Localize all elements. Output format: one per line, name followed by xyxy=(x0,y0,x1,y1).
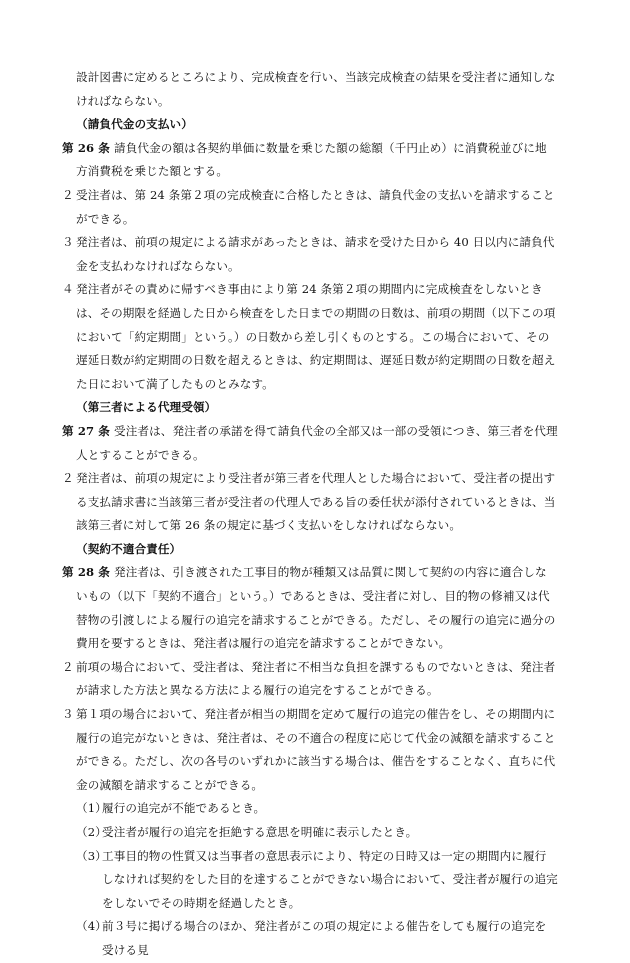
clause-text: 発注者は、前項の規定による請求があったときは、請求を受けた日から 40 日以内に請負代金を支払わなければならない。 xyxy=(76,235,555,273)
clause-number: ２ xyxy=(62,659,74,674)
article-26-clause-4 xyxy=(62,278,558,396)
article-28 xyxy=(62,561,558,655)
article-27 xyxy=(62,420,558,467)
article-number: 第 26 条 xyxy=(62,140,110,155)
list-item xyxy=(62,797,558,821)
clause-text: 発注者は、前項の規定により受注者が第三者を代理人とした場合において、受注者の提出する支払請求書に当該第三者が受注者の代理人である旨の委任状が添付されているときは、当該第三者に対して第 26 条の規定に基づく支払いをしなければならない。 xyxy=(76,471,556,533)
section-heading-payment: （請負代金の支払い） xyxy=(76,117,193,132)
item-text: 受注者が履行の追完を拒絶する意思を明確に表示したとき。 xyxy=(102,825,418,839)
article-27-clause-2 xyxy=(62,467,558,538)
clause-text: 受注者は、第 24 条第２項の完成検査に合格したときは、請負代金の支払いを請求することができる。 xyxy=(76,187,555,226)
item-number: （4） xyxy=(76,919,107,934)
paragraph-continuation xyxy=(62,66,558,113)
section-heading-nonconformity: （契約不適合責任） xyxy=(76,541,182,556)
article-text: 受注者は、発注者の承諾を得て請負代金の全部又は一部の受領につき、第三者を代理人とすることができる。 xyxy=(76,423,558,462)
clause-text: 前項の場合において、受注者は、発注者に不相当な負担を課するものでないときは、発注者が請求した方法と異なる方法による履行の追完をすることができる。 xyxy=(76,659,556,698)
item-text: 前３号に掲げる場合のほか、発注者がこの項の規定による催告をしても履行の追完を受ける見 xyxy=(102,919,547,957)
item-number: （2） xyxy=(76,825,107,839)
clause-text: 第１項の場合において、発注者が相当の期間を定めて履行の追完の催告をし、その期間内に履行の追完がないときは、発注者は、その不適合の程度に応じて代金の減額を請求することができる。ただし、次の各号のいずれかに該当する場合は、催告をすることなく、直ちに代金の減額を請求することができる。 xyxy=(76,707,556,792)
section-heading-proxy-receipt: （第三者による代理受領） xyxy=(76,400,217,415)
clause-number: ３ xyxy=(62,235,74,250)
item-number: （3） xyxy=(76,848,107,863)
article-text: 請負代金の額は各契約単価に数量を乗じた額の総額（千円止め）に消費税並びに地方消費税を乗じた額とする。 xyxy=(76,140,547,179)
clause-number: ２ xyxy=(62,187,74,202)
article-28-clause-3 xyxy=(62,703,558,797)
list-item xyxy=(62,821,558,845)
clause-text: 発注者がその責めに帰すべき事由により第 24 条第２項の期間内に完成検査をしないときは、その期限を経過した日から検査をした日までの期間の日数は、前項の期間（以下この項において「約定期間」という。）の日数から差し引くものとする。この場合において、その遅延日数が約定期間の日数を超えるときは、約定期間は、遅延日数が約定期間の日数を超えた日において満了したものとみなす。 xyxy=(76,282,556,391)
article-26 xyxy=(62,137,558,184)
clause-number: ４ xyxy=(62,282,74,297)
paragraph-text: 設計図書に定めるところにより、完成検査を行い、当該完成検査の結果を受注者に通知しなければならない。 xyxy=(76,70,556,108)
article-text: 発注者は、引き渡された工事目的物が種類又は品質に関して契約の内容に適合しないもの（以下「契約不適合」という。）であるときは、受注者に対し、目的物の修補又は代替物の引渡しによる履行の追完を請求することができる。ただし、その履行の追完に過分の費用を要するときは、発注者は履行の追完を請求することができない。 xyxy=(76,565,556,651)
article-26-clause-2 xyxy=(62,184,558,231)
item-text: 工事目的物の性質又は当事者の意思表示により、特定の日時又は一定の期間内に履行しなければ契約をした目的を達することができない場合において、受注者が履行の追完をしないでその時期を経過したとき。 xyxy=(102,848,558,910)
clause-number: ２ xyxy=(62,471,74,486)
list-item xyxy=(62,915,558,962)
list-item xyxy=(62,845,558,916)
item-number: （1） xyxy=(76,801,107,816)
clause-number: ３ xyxy=(62,707,74,722)
article-number: 第 28 条 xyxy=(62,565,110,580)
article-28-clause-2 xyxy=(62,656,558,703)
article-number: 第 27 条 xyxy=(62,423,110,438)
article-26-clause-3 xyxy=(62,231,558,278)
item-text: 履行の追完が不能であるとき。 xyxy=(102,801,266,816)
